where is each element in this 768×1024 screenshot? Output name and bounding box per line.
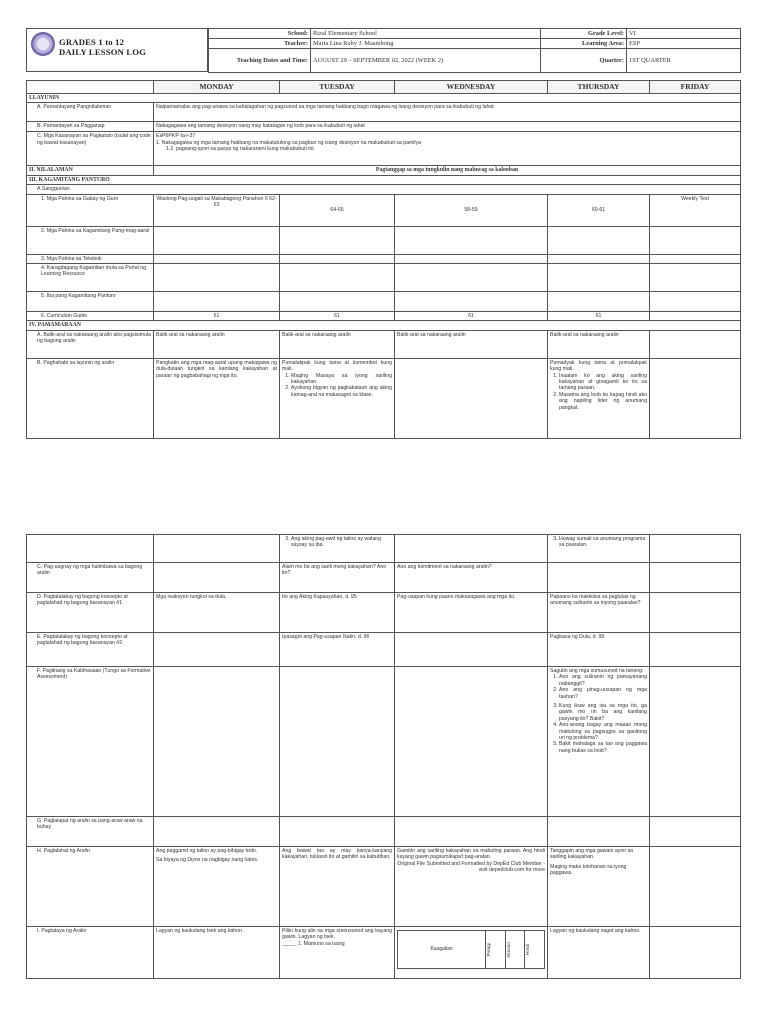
row-label: 1. Mga Pahina sa Gabay ng Guro: [27, 194, 154, 226]
pag-uugnay-wednesday: Ano ang komitment sa nakaraang aralin?: [395, 563, 548, 593]
section-kagamitan: III. KAGAMITANG PANTURO: [27, 175, 741, 184]
deped-seal-icon: [31, 32, 55, 56]
balik-aral-tuesday: Balik-aral sa nakaraang aralin: [280, 330, 395, 358]
row-label: A. Pamantayang Pangnilalaman: [27, 103, 154, 122]
day-header-tuesday: TUESDAY: [280, 81, 395, 94]
row-label: E. Pagtatalakay ng bagong konsepto at paglalahad ng bagong kasanayan #2: [27, 633, 154, 667]
paghahabi-tuesday: Pumalakpak kung tama at kumembot kung mali. 1. Maging Masaya sa iyong sariling kakayahan. 2. Ayokong bigyan ng pagkakataon ang aking kamag-aral na makasagot sa klase.: [280, 358, 395, 438]
dates-label: Teaching Dates and Time:: [209, 49, 311, 73]
balik-aral-thursday: Balik-aral sa nakaraang aralin: [548, 330, 650, 358]
konsepto1-wednesday: Pag-usapan kung paano makasagawa ang mga ito.: [395, 593, 548, 633]
day-header-thursday: THURSDAY: [548, 81, 650, 94]
row-label: F. Paglinang sa Kabihasaan (Tungo sa Formative Assessment): [27, 667, 154, 817]
area-label: Learning Area:: [541, 39, 627, 49]
row-label: H. Paglalahat ng Aralin: [27, 847, 154, 927]
section-nilalaman: II. NILALAMAN: [27, 166, 154, 175]
paghahabi-thursday-cont: 3. Huwag sumali sa anumang programa sa paaralan.: [548, 535, 650, 563]
paglalahat-thursday: Tanggapin ang mga gawain ayon sa sariling kakayahan. Maging maka totohanan sa iyong paggawa.: [548, 847, 650, 927]
row-label: C. Pag-uugnay ng mga halimbawa sa bagong aralin: [27, 563, 154, 593]
teacher-value: Maria Lina Ruby J. Maambong: [311, 39, 541, 49]
kabihasaan-thursday: Sagutin ang mga sumusunod na tanong: 1. Ano ang suliranin ng pamayanang nabanggit? 2. Ano ang pinag-uusapan ng mga tauhan? 3. Kung ikaw ang isa sa mga ito, ga gawin mo rin ba ang kanilang pasyang ito? Bakit? 4. Anu-anong bagay ang maaari mong maitulong sa pagsugpo sa ganitong uri ng problema? 5. Bakit mahalaga sa tao ang paggawa nang bukas sa loob?: [548, 667, 650, 817]
row-content: EsP6PKP-Ia-i-37 1. Nakagagawa ng mga tamang hakbang na makatutulong sa pagbuo ng isang desisyon na makabubuti sa pamilya 1.2. pagsang-ayon sa pasya ng nakararami kung makabubuti ito: [154, 132, 741, 166]
konsepto1-tuesday: Ito ang Aking Kapasyahan, d. 95: [280, 593, 395, 633]
pag-uugnay-tuesday: Alam mo ba ang sarili mong kakayahan? Ano ito?: [280, 563, 395, 593]
lesson-log-table: [26, 80, 741, 439]
konsepto2-tuesday: Ipasagot ang Pag-usapan Natin, d. 96: [280, 633, 395, 667]
depedclub-credit: Original File Submitted and Formatted by DepEd Club Member - visit depedclub.com for more: [397, 860, 545, 874]
day-header-wednesday: WEDNESDAY: [395, 81, 548, 94]
balik-aral-monday: Balik-aral sa nakaraang aralin: [154, 330, 280, 358]
cg-thursday: 61: [548, 312, 650, 321]
row-content: Naipamamalas ang pag-unawa sa kahalagahan ng pagsunod sa mga tamang hakbang bago magawa ng isang desisyon para sa ikabubuti ng lahat: [154, 103, 741, 122]
minsan-header: Minsan: [506, 941, 512, 958]
teacher-label: Teacher:: [209, 39, 311, 49]
section-pamamaraan: IV. PAMAMARAAN: [27, 321, 741, 330]
paglalahat-tuesday: Ang bawat tao ay may kanya-kanyang kakayahan, tuklasin ito at gamitin sa kabutihan.: [280, 847, 395, 927]
pagtataya-monday: Lagyan ng kaukulang tsek ang kahon .: [154, 927, 280, 979]
section-layunin: I.LAYUNIN: [27, 94, 741, 103]
pagtataya-wednesday: [395, 927, 548, 979]
cg-tuesday: 61: [280, 312, 395, 321]
paglalahat-wednesday: Gamitin ang sariling kakayahan sa mabuting paraan. Ang hindi kayang gawin pagsumikapa't pag-aralan. Original File Submitted and Formatted by DepEd Club Member - visit depedclub.com for more: [395, 847, 548, 927]
row-label: 6. Curriculum Guide: [27, 312, 154, 321]
konsepto1-thursday: Papaano ka makikiisa sa paglutas ng anumang suliranin sa inyong paaralan?: [548, 593, 650, 633]
school-label: School:: [209, 29, 311, 39]
school-value: Rizal Elementary School: [311, 29, 541, 39]
row-label: 3. Mga Pahina sa Teksbuk: [27, 254, 154, 263]
hindi-header: Hindi: [526, 944, 532, 955]
quarter-value: 1ST QUARTER: [627, 49, 741, 73]
pagtataya-thursday: Lagyan ng kaukulang sagot ang kahon.: [548, 927, 650, 979]
area-value: ESP: [627, 39, 741, 49]
guro-friday: Weekly Test: [650, 194, 741, 226]
paghahabi-tuesday-cont: 3. Ang aking pag-awit ng talino ay walang saysay sa iba.: [280, 535, 395, 563]
sanggunian-label: A.Sanggunian: [27, 185, 741, 194]
row-content: Nakagagawa ang tamang desisyon nang may katatagan ng loob para sa ikabubuti ng lahat: [154, 122, 741, 132]
row-label: B. Pamantayan sa Pagganap: [27, 122, 154, 132]
nilalaman-text: Pagtanggap sa mga tungkulin nang maluwag sa kalooban: [154, 166, 741, 175]
pagtataya-tuesday: Piliin kung alin sa mga sumusunod ang kayang gawin. Lagyan ng tsek. _____ 1. Mamuno sa isang: [280, 927, 395, 979]
kaugalian-header: Kaugalian: [398, 931, 486, 969]
row-label: B. Paghahabi sa layunin ng aralin: [27, 358, 154, 438]
guro-tuesday: 64-65: [280, 194, 395, 226]
grade-label: Grade Level:: [541, 29, 627, 39]
day-header-friday: FRIDAY: [650, 81, 741, 94]
guro-wednesday: 58-59: [395, 194, 548, 226]
row-label: 5. Iba pang Kagamitang Panturo: [27, 292, 154, 312]
cg-wednesday: 61: [395, 312, 548, 321]
header-logo-block: [26, 28, 208, 72]
cg-monday: 61: [154, 312, 280, 321]
row-label: C. Mga Kasanayan sa Pagkatuto (isulat ang code ng bawat kasanayan): [27, 132, 154, 166]
row-label: G. Paglalapat ng aralin sa pang-araw araw na buhay: [27, 817, 154, 847]
grade-value: VI: [627, 29, 741, 39]
paghahabi-thursday: Pumadyak kung tama at pumalakpak kung mali. 1. Inaalam ko ang aking sariling kakayahan at ginagamit ko ito sa tamang paraan. 2. Masama ang loob ko kapag hindi ako ang napiling lider ng anumang pangkat.: [548, 358, 650, 438]
balik-aral-wednesday: Balik-aral sa nakaraang aralin: [395, 330, 548, 358]
header-table: [208, 28, 741, 73]
dates-value: AUGUST 29 – SEPTEMBER 02, 2022 (WEEK 2): [311, 49, 541, 73]
quarter-label: Quarter:: [541, 49, 627, 73]
row-label: 2. Mga Pahina sa Kagamitang Pang-mag-aaral: [27, 226, 154, 254]
dll-title: GRADES 1 to 12 DAILY LESSON LOG: [59, 37, 147, 57]
row-label: 4. Karagdagang Kagamitan mula sa Portal ng Learning Resource: [27, 264, 154, 292]
konsepto2-thursday: Pagbasa ng Dula, d. 99: [548, 633, 650, 667]
day-header-monday: MONDAY: [154, 81, 280, 94]
kaugalian-table: [397, 930, 545, 969]
konsepto1-monday: Mga reaksyon tungkol sa dula.: [154, 593, 280, 633]
lesson-log-table-continued: [26, 534, 741, 979]
row-label: I. Pagtataya ng Aralin: [27, 927, 154, 979]
row-label: A. Balik-aral sa nakaraang aralin at/o pagsisimula ng bagong aralin: [27, 330, 154, 358]
paglalahat-monday: Ang paggamit ng talino ay pag-bibigay todo. Sa biyaya ng Diyos na nagbigay nang lubos.: [154, 847, 280, 927]
palagi-header: Palagi: [487, 942, 493, 957]
paghahabi-monday: Pangkatin ang mga mag-aaral upang makagawa ng dula-dulaan tungkol sa kanilang kakayahan at paraan ng pagbabahagi ng mga ito.: [154, 358, 280, 438]
row-label: D. Pagtatalakay ng bagong konsepto at paglalahad ng bagong kasanayan #1: [27, 593, 154, 633]
guro-thursday: 60-61: [548, 194, 650, 226]
guro-monday: Wastong Pag-uugali sa Makabagong Panahon 6 62-63: [154, 194, 280, 226]
